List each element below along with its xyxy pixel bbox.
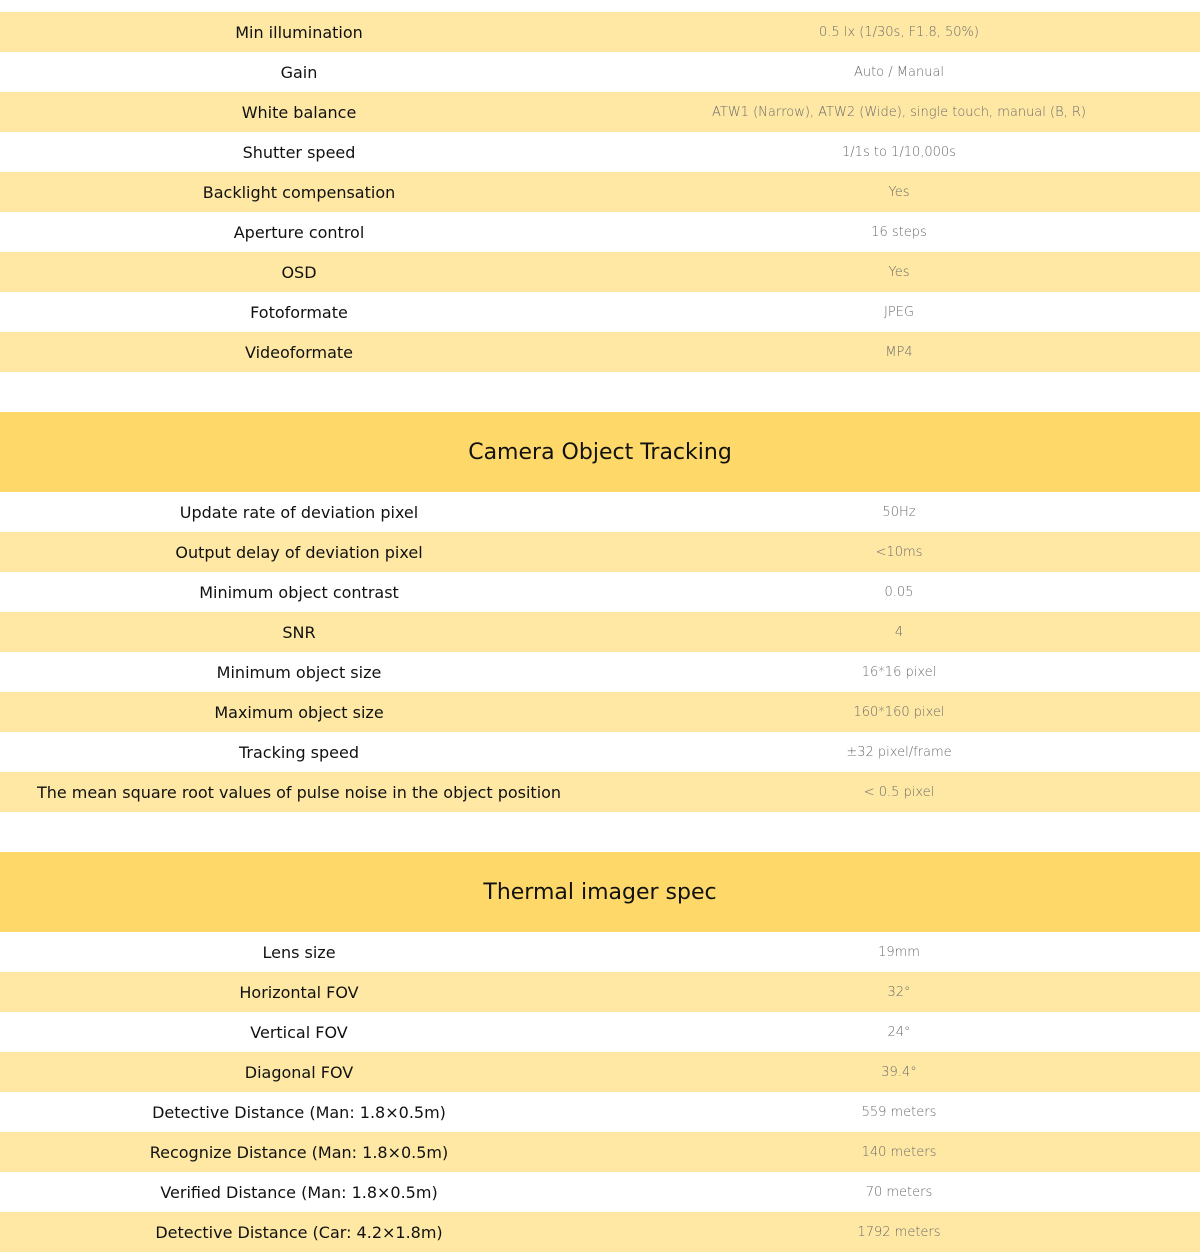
table-row — [0, 252, 1200, 292]
spec-value: ATW1 (Narrow), ATW2 (Wide), single touch, manual (B, R) — [712, 104, 1086, 120]
table-row — [0, 1172, 1200, 1212]
spec-label: Gain — [280, 62, 318, 82]
spec-label: Vertical FOV — [250, 1022, 348, 1042]
spec-label: Minimum object size — [216, 662, 382, 682]
spec-value: Auto / Manual — [853, 64, 945, 80]
spec-value: 160*160 pixel — [853, 704, 945, 720]
table-row — [0, 572, 1200, 612]
table-row — [0, 132, 1200, 172]
spec-label: Verified Distance (Man: 1.8×0.5m) — [160, 1182, 438, 1202]
table-row — [0, 212, 1200, 252]
table-row — [0, 492, 1200, 532]
table-row — [0, 52, 1200, 92]
table-row — [0, 692, 1200, 732]
section-spacer — [0, 372, 1200, 412]
thermal-imager-table — [0, 932, 1200, 1252]
spec-value: <10ms — [875, 544, 923, 560]
spec-label: White balance — [241, 102, 357, 122]
section-title-object-tracking: Camera Object Tracking — [0, 412, 1200, 492]
spec-label: Shutter speed — [242, 142, 356, 162]
spec-label: Diagonal FOV — [244, 1062, 354, 1082]
table-row — [0, 772, 1200, 812]
spec-value: 16 steps — [871, 224, 927, 240]
spec-label: Recognize Distance (Man: 1.8×0.5m) — [149, 1142, 449, 1162]
table-row — [0, 652, 1200, 692]
spec-label: The mean square root values of pulse noise in the object position — [36, 782, 562, 802]
table-row — [0, 1212, 1200, 1252]
table-row — [0, 972, 1200, 1012]
spec-label: Horizontal FOV — [239, 982, 359, 1002]
spec-value: Yes — [888, 264, 910, 280]
spec-value: < 0.5 pixel — [863, 784, 935, 800]
spec-value: 19mm — [878, 944, 920, 960]
spec-label: Tracking speed — [238, 742, 360, 762]
spec-label: SNR — [282, 622, 316, 642]
spec-value: 0.05 — [884, 584, 914, 600]
table-row — [0, 292, 1200, 332]
spec-label: Fotoformate — [250, 302, 348, 322]
table-row — [0, 1012, 1200, 1052]
spec-label: Minimum object contrast — [199, 582, 399, 602]
spec-value: 32° — [887, 984, 911, 1000]
spec-label: Min illumination — [235, 22, 363, 42]
spec-label: Lens size — [262, 942, 336, 962]
spec-value: 16*16 pixel — [861, 664, 937, 680]
spec-value: ±32 pixel/frame — [846, 744, 952, 760]
spec-value: 140 meters — [861, 1144, 937, 1160]
spec-value: 39.4° — [881, 1064, 917, 1080]
table-row — [0, 612, 1200, 652]
spec-value: 50Hz — [882, 504, 916, 520]
spec-value: 24° — [887, 1024, 911, 1040]
section-spacer — [0, 812, 1200, 852]
spec-value: 559 meters — [861, 1104, 937, 1120]
spec-value: 0.5 lx (1/30s, F1.8, 50%) — [819, 24, 979, 40]
spec-label: Detective Distance (Car: 4.2×1.8m) — [155, 1222, 443, 1242]
table-row — [0, 532, 1200, 572]
spec-label: Detective Distance (Man: 1.8×0.5m) — [152, 1102, 446, 1122]
table-row — [0, 732, 1200, 772]
spec-value: 4 — [894, 624, 904, 640]
spec-value: 1792 meters — [857, 1224, 941, 1240]
table-row — [0, 172, 1200, 212]
spec-value: 1/1s to 1/10,000s — [842, 144, 956, 160]
spec-label: Aperture control — [233, 222, 365, 242]
spec-label: OSD — [281, 262, 317, 282]
table-row — [0, 1132, 1200, 1172]
table-row — [0, 92, 1200, 132]
spec-value: JPEG — [884, 304, 914, 320]
table-row — [0, 332, 1200, 372]
section-title-thermal-imager: Thermal imager spec — [0, 852, 1200, 932]
spec-value: Yes — [888, 184, 910, 200]
table-row — [0, 12, 1200, 52]
table-row — [0, 1052, 1200, 1092]
spec-label: Videoformate — [244, 342, 354, 362]
spec-value: MP4 — [885, 344, 913, 360]
spec-label: Update rate of deviation pixel — [179, 502, 419, 522]
spec-label: Output delay of deviation pixel — [175, 542, 423, 562]
object-tracking-table — [0, 492, 1200, 812]
spec-value: 70 meters — [865, 1184, 933, 1200]
table-row — [0, 1092, 1200, 1132]
table-row — [0, 932, 1200, 972]
spec-label: Backlight compensation — [202, 182, 396, 202]
camera-spec-table — [0, 12, 1200, 372]
spec-label: Maximum object size — [214, 702, 384, 722]
spec-page — [0, 12, 1200, 1252]
